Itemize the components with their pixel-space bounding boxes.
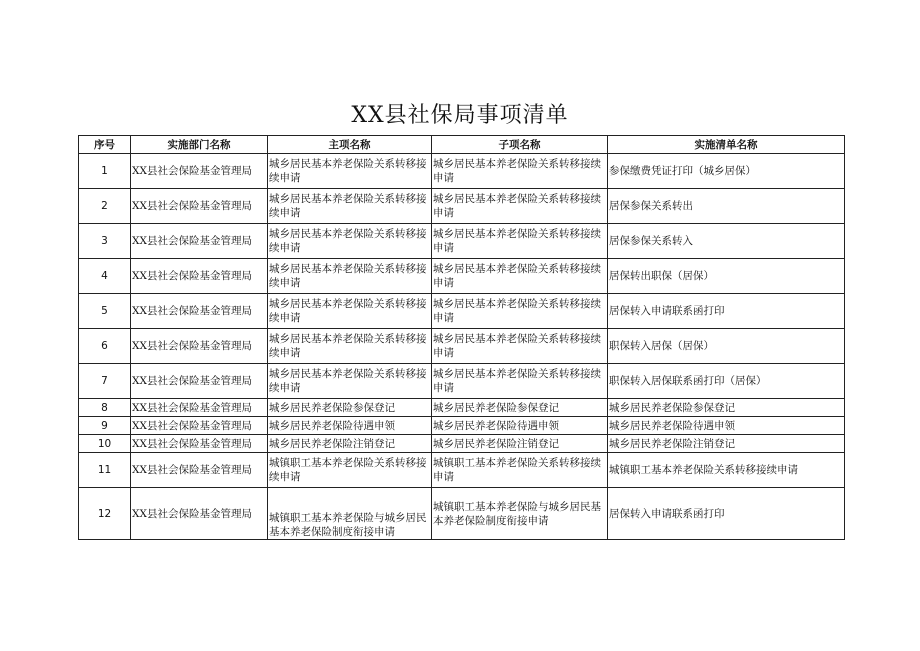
cell-sub-item: 城乡居民基本养老保险关系转移接续申请 bbox=[432, 294, 608, 329]
header-sub-item: 子项名称 bbox=[432, 136, 608, 154]
cell-main-item: 城乡居民养老保险参保登记 bbox=[268, 399, 432, 417]
cell-dept: XX县社会保险基金管理局 bbox=[131, 399, 268, 417]
cell-no: 9 bbox=[79, 417, 131, 435]
cell-list-name: 居保转出职保（居保） bbox=[608, 259, 845, 294]
table-row bbox=[79, 417, 845, 435]
header-dept: 实施部门名称 bbox=[131, 136, 268, 154]
cell-no: 12 bbox=[79, 488, 131, 540]
cell-dept: XX县社会保险基金管理局 bbox=[131, 364, 268, 399]
table-row bbox=[79, 364, 845, 399]
header-no: 序号 bbox=[79, 136, 131, 154]
cell-sub-item: 城镇职工基本养老保险关系转移接续申请 bbox=[432, 453, 608, 488]
cell-dept: XX县社会保险基金管理局 bbox=[131, 259, 268, 294]
cell-sub-item: 城乡居民基本养老保险关系转移接续申请 bbox=[432, 224, 608, 259]
table-row bbox=[79, 435, 845, 453]
cell-list-name: 职保转入居保（居保） bbox=[608, 329, 845, 364]
cell-dept: XX县社会保险基金管理局 bbox=[131, 417, 268, 435]
cell-sub-item: 城乡居民基本养老保险关系转移接续申请 bbox=[432, 259, 608, 294]
cell-sub-item: 城乡居民养老保险待遇申领 bbox=[432, 417, 608, 435]
cell-sub-item: 城乡居民基本养老保险关系转移接续申请 bbox=[432, 154, 608, 189]
table-row bbox=[79, 154, 845, 189]
items-table bbox=[78, 135, 845, 540]
cell-main-item: 城镇职工基本养老保险与城乡居民基本养老保险制度衔接申请 bbox=[268, 488, 432, 540]
cell-main-item: 城乡居民基本养老保险关系转移接续申请 bbox=[268, 364, 432, 399]
cell-sub-item: 城乡居民养老保险注销登记 bbox=[432, 435, 608, 453]
cell-no: 1 bbox=[79, 154, 131, 189]
cell-no: 5 bbox=[79, 294, 131, 329]
cell-sub-item: 城乡居民基本养老保险关系转移接续申请 bbox=[432, 364, 608, 399]
table-row bbox=[79, 329, 845, 364]
cell-main-item: 城乡居民基本养老保险关系转移接续申请 bbox=[268, 154, 432, 189]
cell-list-name: 城乡居民养老保险注销登记 bbox=[608, 435, 845, 453]
header-main-item: 主项名称 bbox=[268, 136, 432, 154]
cell-list-name: 城乡居民养老保险待遇申领 bbox=[608, 417, 845, 435]
cell-main-item: 城乡居民基本养老保险关系转移接续申请 bbox=[268, 329, 432, 364]
cell-no: 6 bbox=[79, 329, 131, 364]
cell-no: 4 bbox=[79, 259, 131, 294]
cell-main-item: 城乡居民基本养老保险关系转移接续申请 bbox=[268, 259, 432, 294]
cell-dept: XX县社会保险基金管理局 bbox=[131, 488, 268, 540]
cell-list-name: 参保缴费凭证打印（城乡居保） bbox=[608, 154, 845, 189]
table-row bbox=[79, 224, 845, 259]
table-row bbox=[79, 453, 845, 488]
cell-no: 3 bbox=[79, 224, 131, 259]
cell-no: 11 bbox=[79, 453, 131, 488]
cell-dept: XX县社会保险基金管理局 bbox=[131, 294, 268, 329]
table-row bbox=[79, 259, 845, 294]
cell-main-item: 城乡居民基本养老保险关系转移接续申请 bbox=[268, 294, 432, 329]
cell-no: 7 bbox=[79, 364, 131, 399]
cell-list-name: 居保参保关系转出 bbox=[608, 189, 845, 224]
cell-list-name: 居保转入申请联系函打印 bbox=[608, 294, 845, 329]
cell-dept: XX县社会保险基金管理局 bbox=[131, 154, 268, 189]
cell-sub-item: 城镇职工基本养老保险与城乡居民基本养老保险制度衔接申请 bbox=[432, 488, 608, 540]
cell-main-item: 城乡居民基本养老保险关系转移接续申请 bbox=[268, 189, 432, 224]
table-row bbox=[79, 488, 845, 540]
cell-sub-item: 城乡居民养老保险参保登记 bbox=[432, 399, 608, 417]
cell-list-name: 居保参保关系转入 bbox=[608, 224, 845, 259]
header-list-name: 实施清单名称 bbox=[608, 136, 845, 154]
cell-dept: XX县社会保险基金管理局 bbox=[131, 453, 268, 488]
document-title: XX县社保局事项清单 bbox=[351, 103, 569, 128]
cell-main-item: 城乡居民养老保险待遇申领 bbox=[268, 417, 432, 435]
cell-dept: XX县社会保险基金管理局 bbox=[131, 435, 268, 453]
table-header-row bbox=[79, 136, 845, 154]
cell-list-name: 职保转入居保联系函打印（居保） bbox=[608, 364, 845, 399]
table-row bbox=[79, 294, 845, 329]
cell-dept: XX县社会保险基金管理局 bbox=[131, 224, 268, 259]
table-row bbox=[79, 189, 845, 224]
cell-no: 8 bbox=[79, 399, 131, 417]
cell-no: 2 bbox=[79, 189, 131, 224]
cell-no: 10 bbox=[79, 435, 131, 453]
cell-main-item: 城乡居民基本养老保险关系转移接续申请 bbox=[268, 224, 432, 259]
cell-sub-item: 城乡居民基本养老保险关系转移接续申请 bbox=[432, 189, 608, 224]
table-row bbox=[79, 399, 845, 417]
cell-dept: XX县社会保险基金管理局 bbox=[131, 329, 268, 364]
cell-main-item: 城乡居民养老保险注销登记 bbox=[268, 435, 432, 453]
cell-dept: XX县社会保险基金管理局 bbox=[131, 189, 268, 224]
cell-main-item: 城镇职工基本养老保险关系转移接续申请 bbox=[268, 453, 432, 488]
cell-list-name: 城镇职工基本养老保险关系转移接续申请 bbox=[608, 453, 845, 488]
cell-list-name: 城乡居民养老保险参保登记 bbox=[608, 399, 845, 417]
cell-list-name: 居保转入申请联系函打印 bbox=[608, 488, 845, 540]
cell-sub-item: 城乡居民基本养老保险关系转移接续申请 bbox=[432, 329, 608, 364]
